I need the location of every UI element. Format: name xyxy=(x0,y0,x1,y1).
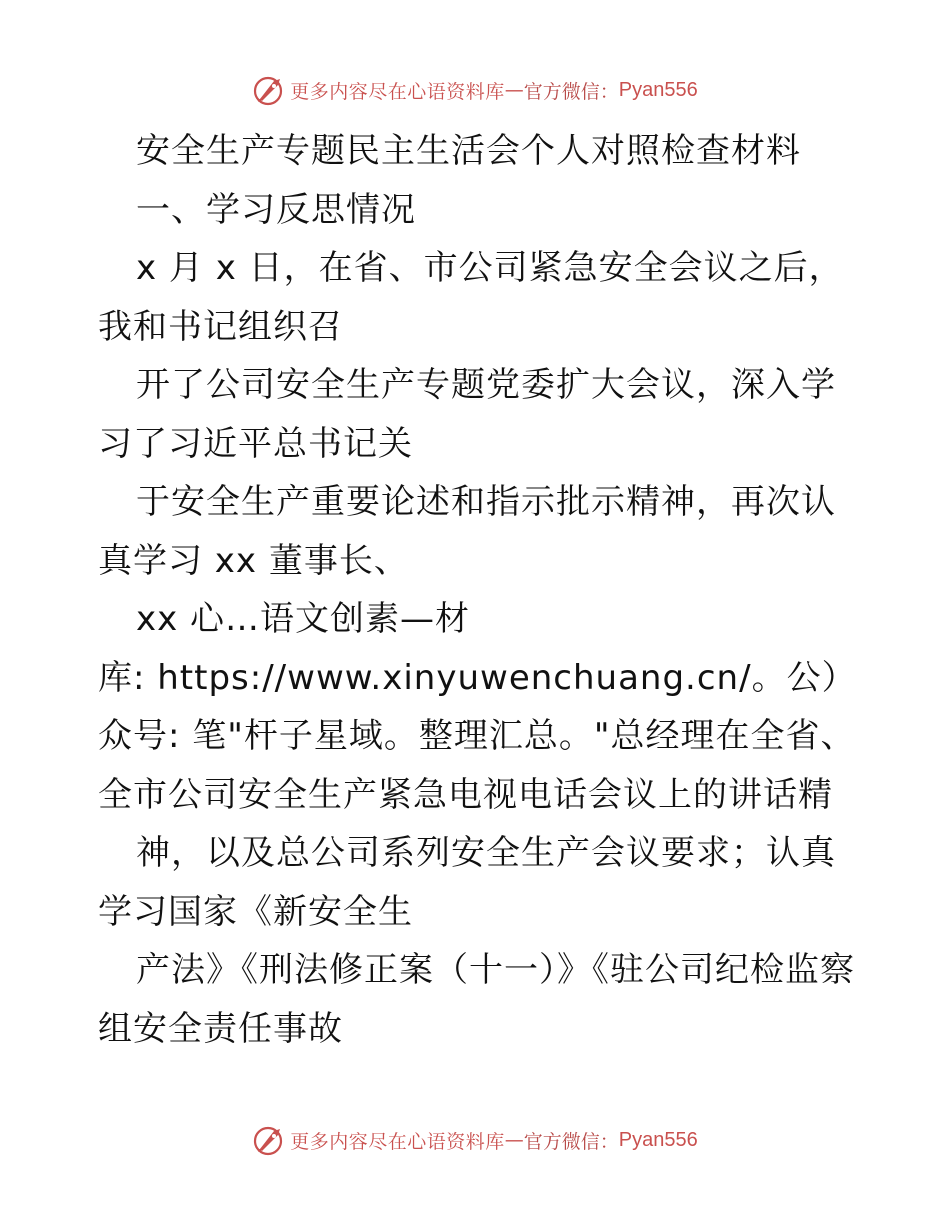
body-line-3: 于安全生产重要论述和指示批示精神，再次认真学习 xx 董事长、 xyxy=(98,482,836,581)
body-line-5: 库: https://www.xinyuwenchuang.cn/。公）众号: 笔"杆子星域。整理汇总。"总经理在全省、全市公司安全生产紧急电视电话会议上的讲话精 xyxy=(98,657,857,815)
footer-banner[interactable] xyxy=(0,1118,950,1162)
banner-dash: — xyxy=(504,79,524,101)
banner-wechat-label: 官方微信： xyxy=(523,1130,619,1153)
header-banner[interactable] xyxy=(0,68,950,112)
banner-text: 更多内容尽在心语资料库 xyxy=(290,80,505,103)
body-line-6: 神，以及总公司系列安全生产会议要求；认真学习国家《新安全生 xyxy=(98,833,836,932)
pen-nib-logo-icon xyxy=(252,1123,286,1157)
banner-text: 更多内容尽在心语资料库 xyxy=(290,1130,505,1153)
body-line-4: xx 心…语文创素—材 xyxy=(136,599,471,639)
pen-nib-logo-icon xyxy=(252,73,286,107)
banner-dash: — xyxy=(504,1129,524,1151)
body-line-7: 产法》《刑法修正案（十一）》《驻公司纪检监察组安全责任事故 xyxy=(98,950,855,1049)
section-heading: 一、学习反思情况 xyxy=(136,189,416,230)
banner-wechat-label: 官方微信： xyxy=(523,80,619,103)
document-body xyxy=(98,122,858,1058)
banner-wechat-id: Pyan556 xyxy=(618,1128,698,1151)
document-title: 安全生产专题民主生活会个人对照检查材料 xyxy=(136,131,801,171)
banner-wechat-id: Pyan556 xyxy=(618,78,698,101)
body-line-2: 开了公司安全生产专题党委扩大会议，深入学习了习近平总书记关 xyxy=(98,365,836,464)
body-line-1: x 月 x 日，在省、市公司紧急安全会议之后，我和书记组织召 xyxy=(98,248,844,347)
